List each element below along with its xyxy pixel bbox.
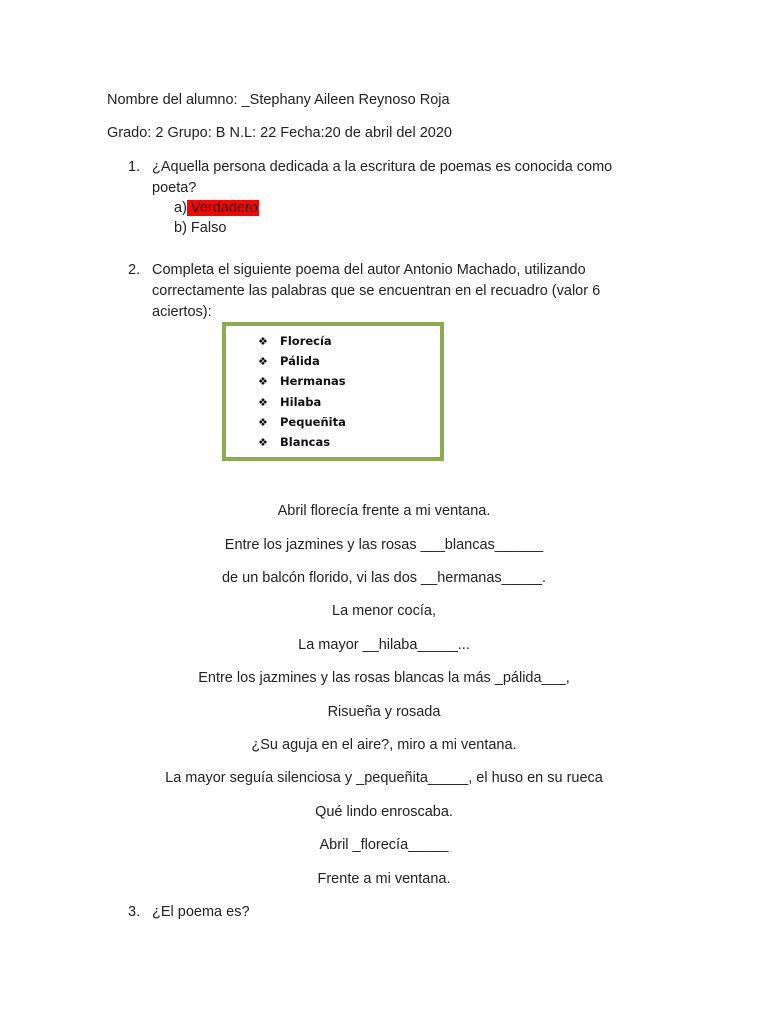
word-bank-item: ❖ Blancas [258,432,346,452]
word-bank-item: ❖ Florecía [258,331,346,351]
poem-line: Abril florecía frente a mi ventana. [277,503,491,519]
diamond-bullet-icon: ❖ [258,335,268,348]
question-1-number: 1. [128,159,141,175]
poem-line: Entre los jazmines y las rosas blancas la más _pálida___, [198,670,570,686]
poem-line: La mayor seguía silenciosa y _pequeñita_____, el huso en su rueca [165,770,603,786]
word-bank-item: ❖ Hilaba [258,392,346,412]
question-2-text-line1: Completa el siguiente poema del autor Antonio Machado, utilizando [152,262,586,278]
question-2-text-line3: aciertos): [152,304,212,320]
option-a-prefix: a) [174,200,187,216]
poem-line: Qué lindo enroscaba. [315,804,453,820]
question-1-option-a [174,200,259,216]
question-1-option-b: b) Falso [174,220,227,236]
poem-line: Frente a mi ventana. [317,871,451,887]
student-info-line: Grado: 2 Grupo: B N.L: 22 Fecha:20 de abril del 2020 [107,125,452,141]
question-1-text-line2: poeta? [152,180,197,196]
option-a-answer-highlight: Verdadero [186,200,258,216]
poem-line: La menor cocía, [332,603,436,619]
poem-line: Risueña y rosada [327,704,441,720]
poem-line: Abril _florecía_____ [319,837,449,853]
word-bank-item: ❖ Hermanas [258,371,346,391]
word-bank-item: ❖ Pálida [258,351,346,371]
poem-line: Entre los jazmines y las rosas ___blancas______ [224,537,544,553]
question-1-text-line1: ¿Aquella persona dedicada a la escritura de poemas es conocida como [152,159,613,175]
word-bank-item: ❖ Pequeñita [258,412,346,432]
word-bank-box [222,322,444,461]
diamond-bullet-icon: ❖ [258,375,268,389]
question-2-number: 2. [128,262,141,278]
question-3-text: ¿El poema es? [152,904,250,920]
question-2-text-line2: correctamente las palabras que se encuentran en el recuadro (valor 6 [152,283,601,299]
poem-line: de un balcón florido, vi las dos __hermanas_____. [221,570,547,586]
diamond-bullet-icon: ❖ [258,435,268,449]
poem-line: La mayor __hilaba_____... [298,637,470,653]
diamond-bullet-icon: ❖ [258,415,268,429]
student-name-line: Nombre del alumno: _Stephany Aileen Reynoso Roja [107,92,450,108]
diamond-bullet-icon: ❖ [258,355,268,369]
question-3-number: 3. [128,904,141,920]
word-bank-list [258,331,346,452]
diamond-bullet-icon: ❖ [258,395,268,409]
poem-line: ¿Su aguja en el aire?, miro a mi ventana. [251,737,517,753]
